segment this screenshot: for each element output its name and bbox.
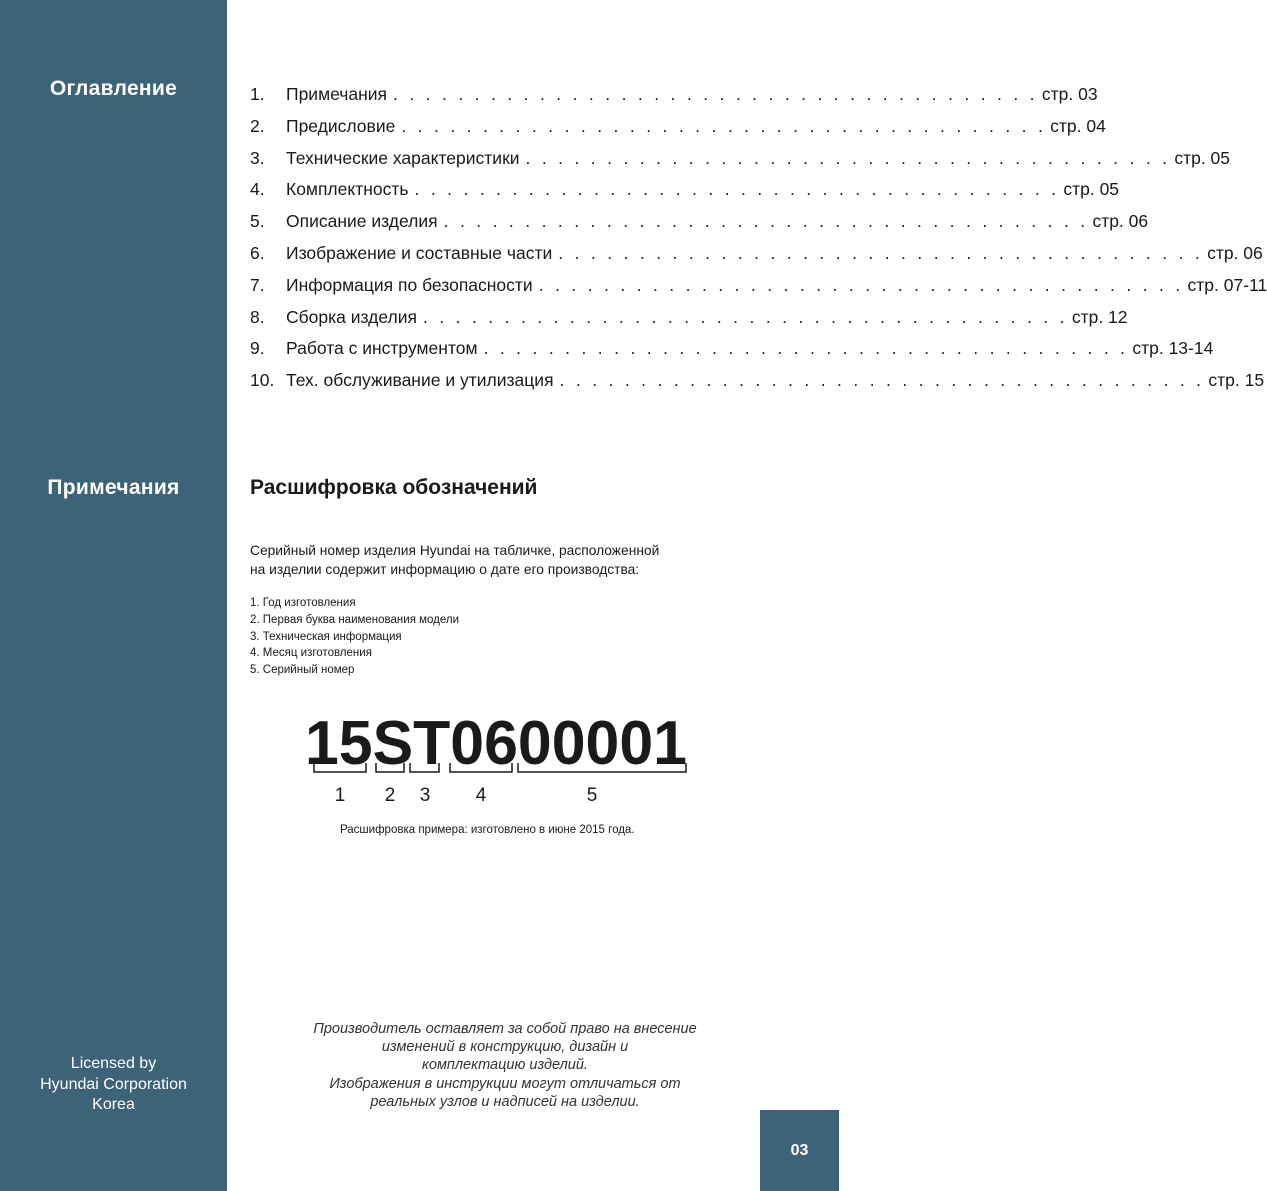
toc-number: 6.: [250, 242, 265, 263]
toc-title: Примечания: [286, 84, 388, 104]
licensed-line: Korea: [92, 1096, 135, 1113]
toc-number: 2.: [250, 115, 265, 136]
toc-title: Описание изделия: [286, 211, 438, 232]
intro-line: Серийный номер изделия Hyundai на табличке, расположенной: [250, 543, 660, 558]
toc-dot-leader: . . . . . . . . . . . . . . . . . . . . . . . . . . . . . . . . . . . . . . . .: [559, 370, 1205, 391]
example-caption: Расшифровка примера: изготовлено в июне 2015 года.: [340, 824, 635, 836]
toc-heading: Оглавление: [49, 77, 178, 100]
toc-dot-leader: . . . . . . . . . . . . . . . . . . . . . . . . . . . . . . . . . . . . . . . .: [393, 84, 1038, 104]
legend-item: 5. Серийный номер: [250, 664, 355, 677]
toc-number: 3.: [250, 147, 265, 168]
toc-number: 9.: [250, 338, 265, 359]
serial-number: 15ST0600001: [305, 709, 687, 778]
toc-title: Изображение и составные части: [286, 242, 553, 263]
toc-row: [250, 174, 1120, 206]
toc-page: стр. 05: [1174, 147, 1231, 168]
toc-title: Сборка изделия: [286, 306, 418, 327]
group-label-1: 1: [334, 785, 346, 806]
group-label-2: 2: [384, 785, 396, 806]
disclaimer: [265, 1020, 745, 1111]
toc-dot-leader: . . . . . . . . . . . . . . . . . . . . . . . . . . . . . . . . . . . . . . . .: [414, 179, 1060, 200]
toc-number: 7.: [250, 274, 265, 295]
toc-page: стр. 07-11: [1187, 274, 1267, 295]
disclaimer-line: комплектацию изделий.: [422, 1057, 588, 1074]
table-of-contents: [250, 79, 1267, 397]
toc-title: Технические характеристики: [286, 147, 520, 168]
toc-page: стр. 04: [1050, 115, 1106, 136]
legend-item: 3. Техническая информация: [250, 630, 402, 643]
toc-page: стр. 06: [1092, 211, 1149, 232]
page-number: 03: [760, 1110, 839, 1191]
disclaimer-line: реальных узлов и надписей на изделии.: [370, 1093, 640, 1110]
group-label-3: 3: [419, 785, 431, 806]
toc-row: [250, 79, 1098, 111]
disclaimer-line: Изображения в инструкции могут отличаться от: [329, 1075, 681, 1092]
legend-item: 2. Первая буква наименования модели: [250, 613, 460, 626]
toc-row: [250, 111, 1106, 143]
toc-page: стр. 15: [1208, 370, 1265, 391]
toc-title: Комплектность: [286, 179, 409, 200]
licensed-line: Hyundai Corporation: [40, 1075, 187, 1093]
serial-legend: [250, 595, 459, 679]
toc-number: 10.: [250, 370, 275, 391]
section-title: Расшифровка обозначений: [250, 476, 538, 499]
group-label-5: 5: [586, 785, 598, 806]
toc-dot-leader: . . . . . . . . . . . . . . . . . . . . . . . . . . . . . . . . . . . . . . . .: [525, 147, 1171, 168]
licensed-by-block: [0, 1054, 227, 1116]
toc-row: [250, 270, 1267, 302]
toc-row: [250, 238, 1263, 270]
disclaimer-line: изменений в конструкцию, дизайн и: [381, 1039, 629, 1056]
toc-row: [250, 143, 1231, 175]
toc-title: Предисловие: [286, 115, 396, 136]
toc-page: стр. 13-14: [1132, 338, 1214, 359]
notes-heading: Примечания: [47, 476, 180, 499]
toc-number: 8.: [250, 306, 265, 327]
toc-number: 4.: [250, 179, 265, 200]
toc-dot-leader: . . . . . . . . . . . . . . . . . . . . . . . . . . . . . . . . . . . . . . . .: [423, 306, 1068, 327]
toc-dot-leader: . . . . . . . . . . . . . . . . . . . . . . . . . . . . . . . . . . . . . . . .: [483, 338, 1129, 359]
serial-number-diagram: [295, 700, 705, 810]
legend-item: 4. Месяц изготовления: [250, 647, 372, 660]
toc-dot-leader: . . . . . . . . . . . . . . . . . . . . . . . . . . . . . . . . . . . . . . . .: [401, 115, 1047, 136]
toc-title: Информация по безопасности: [286, 274, 533, 295]
toc-number: 5.: [250, 211, 265, 232]
toc-number: 1.: [250, 84, 265, 104]
toc-row: [250, 302, 1128, 334]
sidebar: [0, 0, 227, 1191]
toc-page: стр. 05: [1063, 179, 1120, 200]
toc-dot-leader: . . . . . . . . . . . . . . . . . . . . . . . . . . . . . . . . . . . . . . . .: [558, 242, 1204, 263]
group-label-4: 4: [475, 785, 487, 806]
intro-line: на изделии содержит информацию о дате его производства:: [250, 562, 640, 577]
legend-item: 1. Год изготовления: [250, 597, 356, 609]
intro-text: [250, 541, 720, 579]
toc-page: стр. 12: [1071, 306, 1128, 327]
toc-title: Тех. обслуживание и утилизация: [286, 370, 554, 391]
disclaimer-line: Производитель оставляет за собой право на внесение: [313, 1021, 697, 1037]
toc-dot-leader: . . . . . . . . . . . . . . . . . . . . . . . . . . . . . . . . . . . . . . . .: [538, 274, 1184, 295]
licensed-line: Licensed by: [70, 1055, 157, 1072]
toc-row: [250, 333, 1214, 365]
toc-title: Работа с инструментом: [286, 338, 478, 359]
toc-dot-leader: . . . . . . . . . . . . . . . . . . . . . . . . . . . . . . . . . . . . . . . .: [443, 211, 1089, 232]
toc-page: стр. 03: [1041, 84, 1098, 104]
toc-row: [250, 206, 1149, 238]
toc-row: [250, 365, 1265, 397]
toc-page: стр. 06: [1207, 242, 1263, 263]
